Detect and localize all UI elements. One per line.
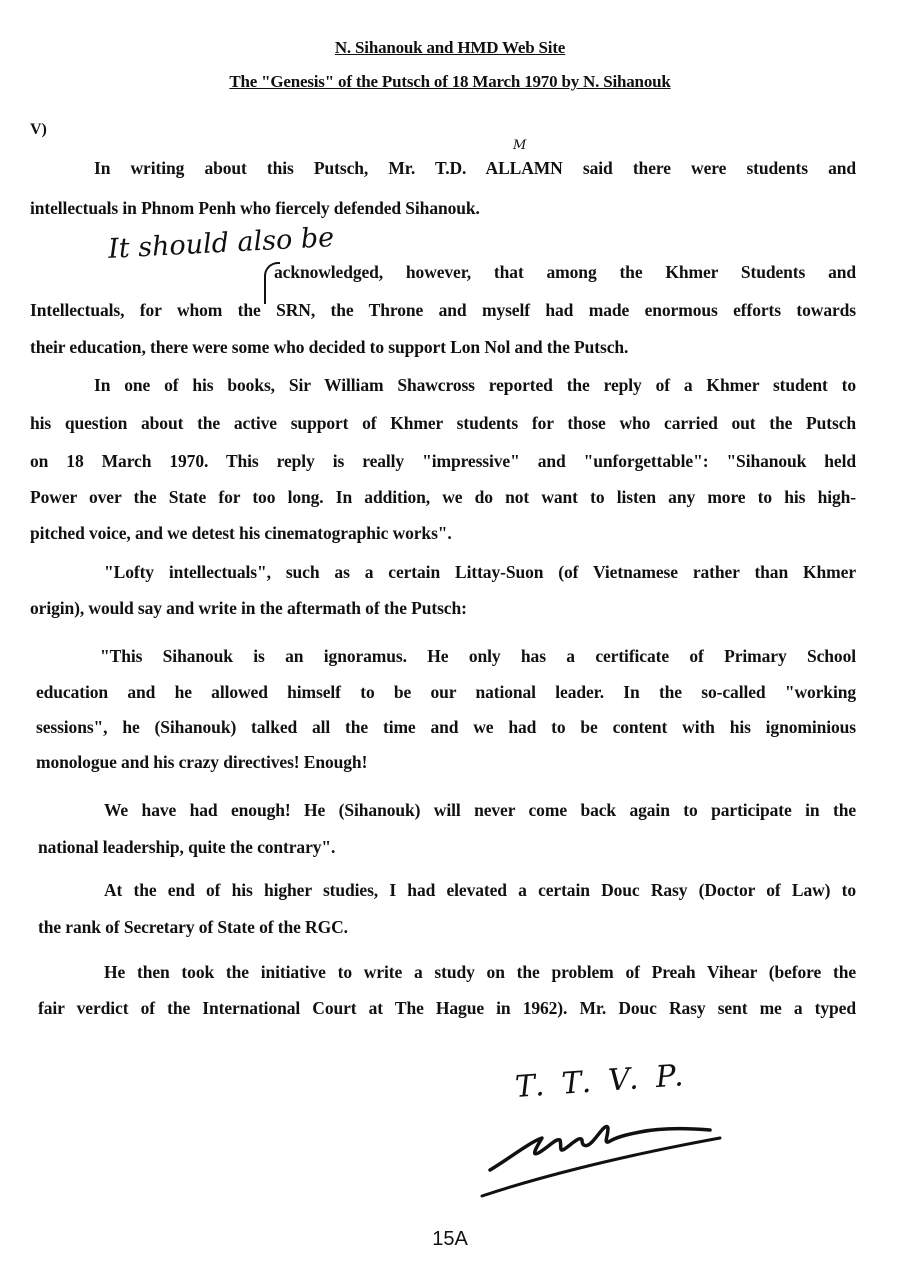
handwritten-initials: T. T. V. P. [513, 1058, 689, 1105]
p5-line-2: education and he allowed himself to be our national leader. In the so-called "working [36, 682, 856, 702]
handwritten-insert: It should also be [107, 222, 335, 265]
p5-line-1: "This Sihanouk is an ignoramus. He only has a certificate of Primary School [100, 646, 856, 666]
p2-line-1: acknowledged, however, that among the Khmer Students and [274, 262, 856, 282]
p2-line-3: their education, there were some who decided to support Lon Nol and the Putsch. [30, 337, 629, 357]
signature [470, 1108, 740, 1208]
p3-line-2: his question about the active support of Khmer students for those who carried out the Putsch [30, 413, 856, 433]
p7-line-1: At the end of his higher studies, I had elevated a certain Douc Rasy (Doctor of Law) to [104, 880, 856, 900]
name-correction: M [513, 138, 527, 153]
p4-line-2: origin), would say and write in the aftermath of the Putsch: [30, 598, 467, 618]
p2-line-2: Intellectuals, for whom the SRN, the Throne and myself had made enormous efforts towards [30, 300, 856, 320]
p3-line-3: on 18 March 1970. This reply is really "impressive" and "unforgettable": "Sihanouk held [30, 451, 856, 471]
p5-line-3: sessions", he (Sihanouk) talked all the time and we had to be content with his ignominious [36, 717, 856, 737]
section-label: V) [30, 121, 47, 138]
p6-line-1: We have had enough! He (Sihanouk) will never come back again to participate in the [104, 800, 856, 820]
header-title: The "Genesis" of the Putsch of 18 March 1970 by N. Sihanouk [229, 72, 671, 91]
p8-line-1: He then took the initiative to write a study on the problem of Preah Vihear (before the [104, 962, 856, 982]
p1-line-2: intellectuals in Phnom Penh who fiercely defended Sihanouk. [30, 198, 480, 218]
p3-line-1: In one of his books, Sir William Shawcross reported the reply of a Khmer student to [94, 375, 856, 395]
p6-line-2: national leadership, quite the contrary". [38, 837, 336, 857]
p5-line-4: monologue and his crazy directives! Enough! [36, 752, 368, 772]
page-number: 15A [432, 1228, 468, 1250]
p4-line-1: "Lofty intellectuals", such as a certain Littay-Suon (of Vietnamese rather than Khmer [104, 562, 856, 582]
p8-line-2: fair verdict of the International Court at The Hague in 1962). Mr. Douc Rasy sent me a typed [38, 998, 856, 1018]
header-site: N. Sihanouk and HMD Web Site [334, 38, 566, 57]
p7-line-2: the rank of Secretary of State of the RGC. [38, 917, 348, 937]
p3-line-4: Power over the State for too long. In addition, we do not want to listen any more to his high- [30, 487, 856, 507]
p3-line-5: pitched voice, and we detest his cinematographic works". [30, 523, 452, 543]
p1-line-1: In writing about this Putsch, Mr. T.D. ALLAMN said there were students and [94, 158, 856, 178]
